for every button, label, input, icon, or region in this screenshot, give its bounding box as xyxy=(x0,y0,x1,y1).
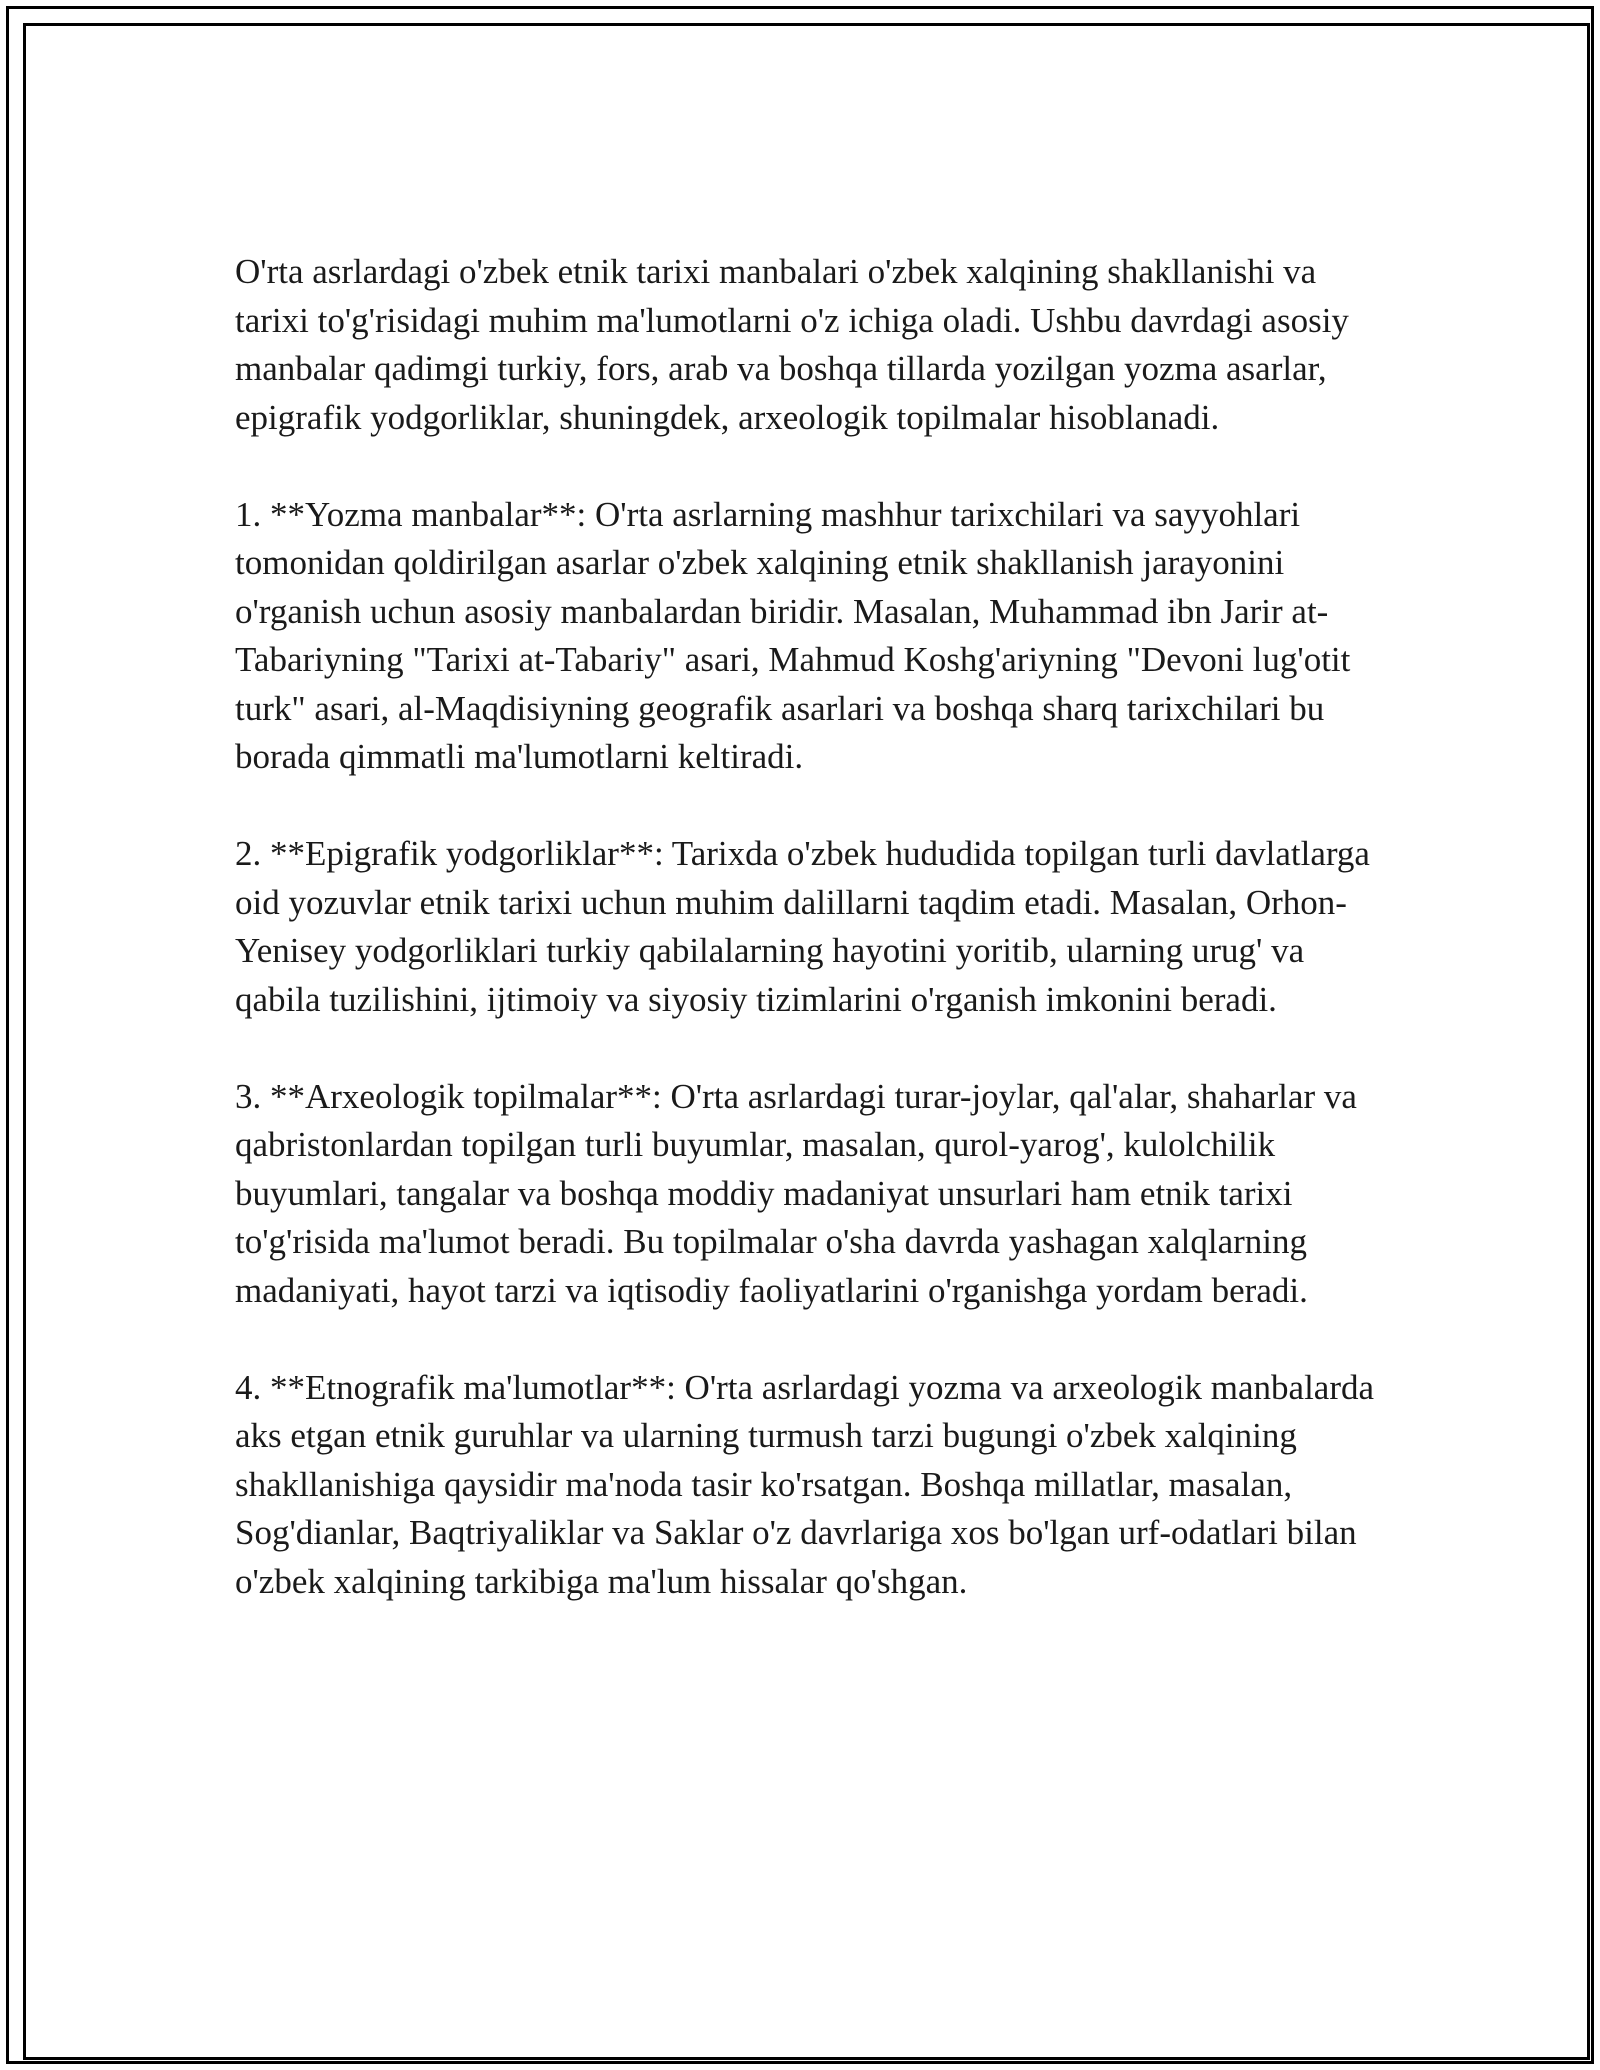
intro-paragraph: O'rta asrlardagi o'zbek etnik tarixi manbalari o'zbek xalqining shakllanishi va tarixi to'g'risidagi muhim ma'lumotlarni o'z ichiga oladi. Ushbu davrdagi asosiy manbalar qadimgi turkiy, fors, arab va boshqa tillarda yozilgan yozma asarlar, epigrafik yodgorliklar, shuningdek, arxeologik topilmalar hisoblanadi. xyxy=(235,252,1349,437)
paragraph-written-sources: 1. **Yozma manbalar**: O'rta asrlarning mashhur tarixchilari va sayyohlari tomonidan qoldirilgan asarlar o'zbek xalqining etnik shakllanish jarayonini o'rganish uchun asosiy manbalardan biridir. Masalan, Muhammad ibn Jarir at-Tabariyning "Tarixi at-Tabariy" asari, Mahmud Koshg'ariyning "Devoni lug'otit turk" asari, al-Maqdisiyning geografik asarlari va boshqa sharq tarixchilari bu borada qimmatli ma'lumotlarni keltiradi. xyxy=(235,494,1351,776)
paragraph-epigraphic-monuments: 2. **Epigrafik yodgorliklar**: Tarixda o'zbek hududida topilgan turli davlatlarga oid yozuvlar etnik tarixi uchun muhim dalillarni taqdim etadi. Masalan, Orhon-Yenisey yodgorliklari turkiy qabilalarning hayotini yoritib, ularning urug' va qabila tuzilishini, ijtimoiy va siyosiy tizimlarini o'rganish imkonini beradi. xyxy=(235,834,1370,1019)
paragraph-ethnographic-data: 4. **Etnografik ma'lumotlar**: O'rta asrlardagi yozma va arxeologik manbalarda aks etgan etnik guruhlar va ularning turmush tarzi bugungi o'zbek xalqining shakllanishiga qaysidir ma'noda tasir ko'rsatgan. Boshqa millatlar, masalan, Sog'dianlar, Baqtriyaliklar va Saklar o'z davrlariga xos bo'lgan urf-odatlari bilan o'zbek xalqining tarkibiga ma'lum hissalar qo'shgan. xyxy=(235,1367,1375,1601)
document-body xyxy=(235,248,1375,1606)
paragraph-archaeological-finds: 3. **Arxeologik topilmalar**: O'rta asrlardagi turar-joylar, qal'alar, shaharlar va qabristonlardan topilgan turli buyumlar, masalan, qurol-yarog', kulolchilik buyumlari, tangalar va boshqa moddiy madaniyat unsurlari ham etnik tarixi to'g'risida ma'lumot beradi. Bu topilmalar o'sha davrda yashagan xalqlarning madaniyati, hayot tarzi va iqtisodiy faoliyatlarini o'rganishga yordam beradi. xyxy=(235,1076,1357,1310)
